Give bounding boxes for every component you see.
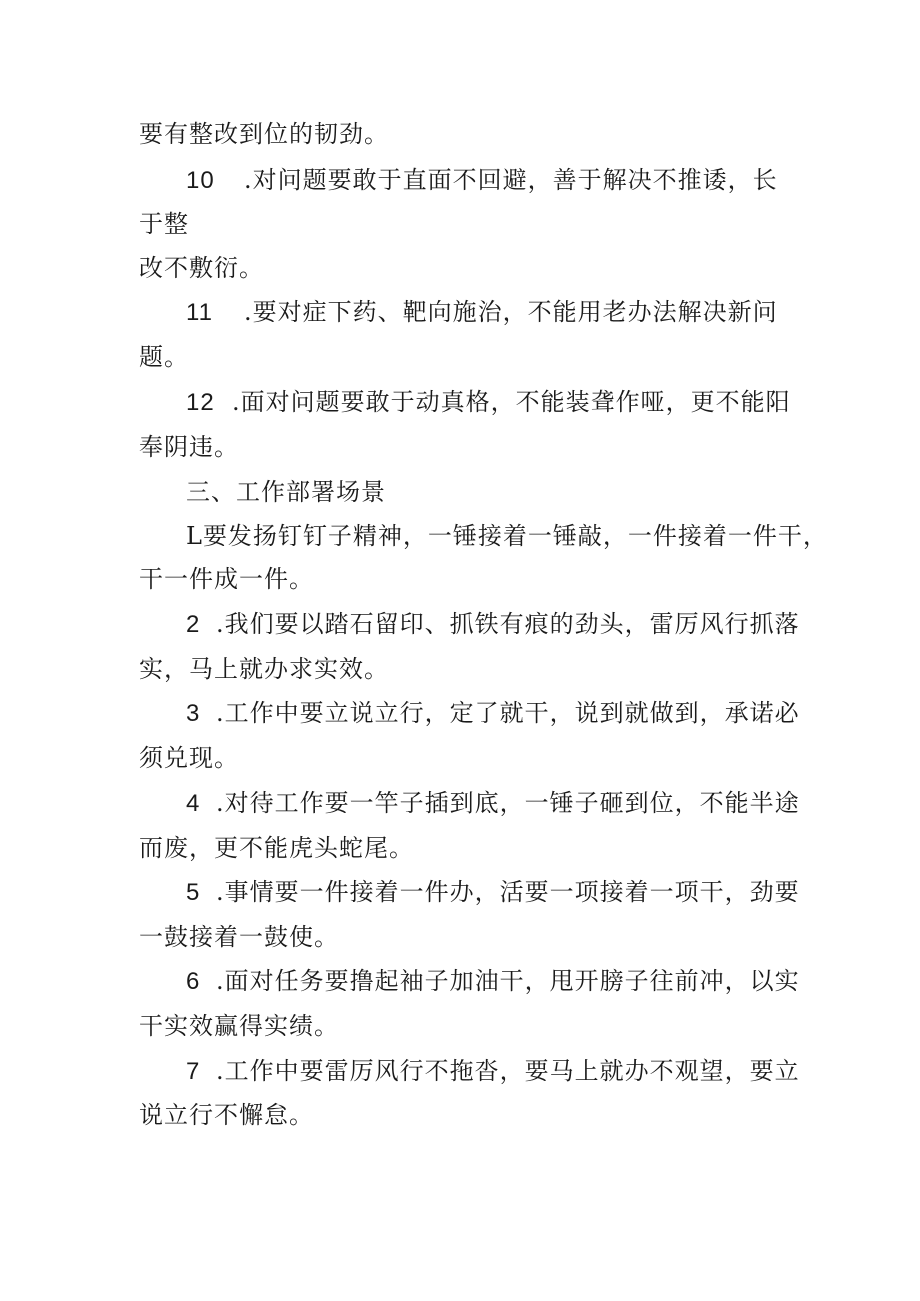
- text-line: [139, 654, 389, 684]
- line-text: 而废，更不能虎头蛇尾。: [139, 834, 414, 862]
- line-text: 实，马上就办求实效。: [139, 655, 389, 683]
- line-text: 干实效赢得实绩。: [139, 1012, 339, 1040]
- line-text: 改不敷衍。: [139, 254, 264, 282]
- item-text: .工作中要雷厉风行不拖沓，要马上就办不观望，要立: [216, 1057, 800, 1085]
- item-number: 5: [186, 879, 201, 906]
- item-text: .对问题要敢于直面不回避，善于解决不推诿，长: [244, 166, 778, 194]
- item-text: .面对问题要敢于动真格，不能装聋作哑，更不能阳: [232, 388, 791, 416]
- item-number: 3: [186, 700, 201, 727]
- list-item-7: [186, 1056, 800, 1087]
- list-item-2: [186, 609, 800, 640]
- list-item-11: [186, 297, 778, 328]
- text-line: [139, 342, 189, 372]
- list-item-12: [186, 387, 791, 418]
- item-number: 11: [186, 299, 213, 326]
- section-heading: [186, 477, 386, 507]
- text-line: [139, 209, 189, 239]
- text-line: [139, 833, 414, 863]
- text-line: [139, 1100, 314, 1130]
- line-text: 于整: [139, 210, 189, 238]
- line-text: 须兑现。: [139, 744, 239, 772]
- item-text: L要发扬钉钉子精神，一锤接着一锤敲，一件接着一件干，: [186, 522, 828, 550]
- line-text: 说立行不懈怠。: [139, 1101, 314, 1129]
- item-number: 7: [186, 1058, 201, 1085]
- item-number: 2: [186, 611, 201, 638]
- item-text: .我们要以踏石留印、抓铁有痕的劲头，雷厉风行抓落: [216, 610, 800, 638]
- list-item-5: [186, 877, 800, 908]
- heading-text: 三、工作部署场景: [186, 478, 386, 506]
- text-line: [139, 1011, 339, 1041]
- line-text: 要有整改到位的韧劲。: [139, 120, 389, 148]
- line-text: 题。: [139, 343, 189, 371]
- list-item-6: [186, 966, 800, 997]
- text-line: [139, 253, 264, 283]
- list-item-3: [186, 698, 800, 729]
- item-number: 6: [186, 968, 201, 995]
- text-line: [139, 432, 239, 462]
- item-number: 4: [186, 790, 201, 817]
- line-text: 干一件成一件。: [139, 565, 314, 593]
- item-text: .对待工作要一竿子插到底，一锤子砸到位，不能半途: [216, 789, 800, 817]
- item-text: .面对任务要撸起袖子加油干，甩开膀子往前冲，以实: [216, 967, 800, 995]
- line-text: 一鼓接着一鼓使。: [139, 923, 339, 951]
- item-number: 12: [186, 389, 215, 416]
- text-line: [139, 743, 239, 773]
- text-line: [139, 564, 314, 594]
- list-item-4: [186, 788, 800, 819]
- item-text: .事情要一件接着一件办，活要一项接着一项干，劲要: [216, 878, 800, 906]
- item-text: .要对症下药、靶向施治，不能用老办法解决新问: [244, 298, 778, 326]
- text-line: [139, 119, 389, 149]
- list-item-1: [186, 521, 828, 551]
- list-item-10: [186, 165, 778, 196]
- item-text: .工作中要立说立行，定了就干，说到就做到，承诺必: [216, 699, 800, 727]
- line-text: 奉阴违。: [139, 433, 239, 461]
- item-number: 10: [186, 167, 215, 194]
- text-line: [139, 922, 339, 952]
